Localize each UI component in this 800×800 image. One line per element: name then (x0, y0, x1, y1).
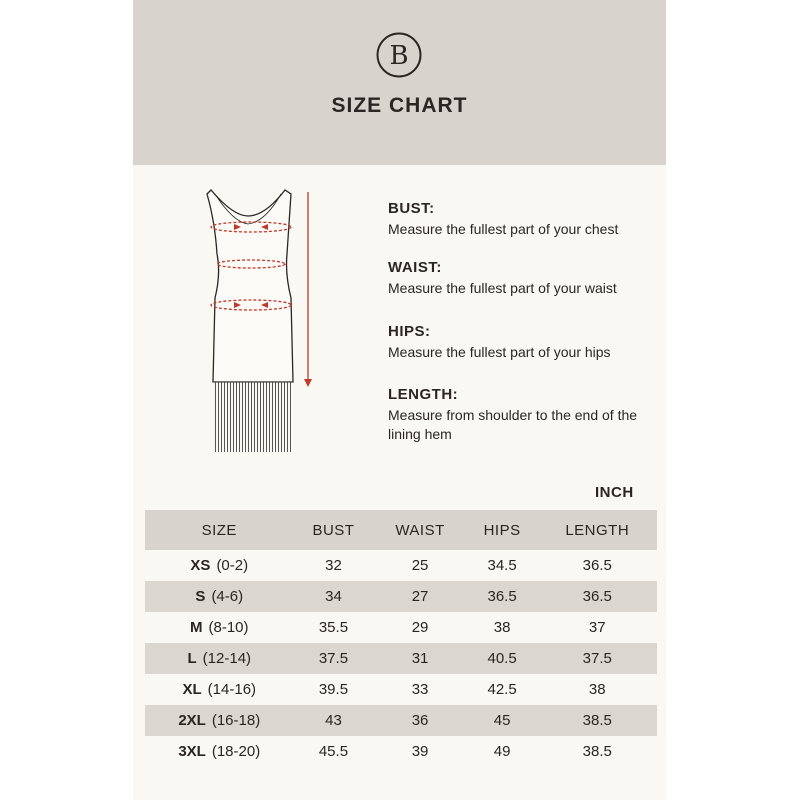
length-cell: 37 (588, 619, 606, 636)
col-header-waist: WAIST (373, 510, 466, 550)
bust-cell: 32 (325, 557, 342, 574)
col-header-hips: HIPS (467, 510, 538, 550)
size-code: 3XL (178, 743, 206, 760)
size-table (145, 510, 657, 767)
guide-bust-title: BUST: (388, 200, 435, 217)
size-range: (0-2) (216, 557, 249, 574)
table-row (145, 550, 657, 581)
dress-measurement-illustration (193, 182, 343, 462)
size-code: L (187, 650, 197, 667)
table-row (145, 581, 657, 612)
bust-cell: 45.5 (318, 743, 349, 760)
size-code: M (190, 619, 203, 636)
size-code: 2XL (178, 712, 206, 729)
waist-cell: 27 (373, 581, 466, 612)
size-code: S (195, 588, 206, 605)
fringe-hem (213, 382, 293, 452)
length-cell: 38.5 (538, 705, 658, 736)
size-cell (145, 550, 294, 581)
guide-waist (388, 259, 653, 298)
table-row (145, 612, 657, 643)
bust-cell: 35.5 (318, 619, 349, 636)
size-chart-card (133, 0, 666, 800)
size-range: (12-14) (202, 650, 252, 667)
brand-logo (376, 32, 422, 78)
waist-cell: 39 (411, 743, 429, 760)
guide-waist-title: WAIST: (388, 259, 442, 276)
hips-cell: 45 (467, 705, 538, 736)
bust-cell: 43 (294, 705, 374, 736)
size-cell (145, 612, 294, 643)
guide-hips-text: Measure the fullest part of your hips (388, 344, 611, 360)
guide-length-text: Measure from shoulder to the end of the lining hem (388, 407, 638, 442)
guide-waist-text: Measure the fullest part of your waist (388, 280, 617, 296)
size-cell (145, 736, 294, 767)
col-header-bust: BUST (294, 510, 374, 550)
size-range: (8-10) (208, 619, 249, 636)
size-range: (4-6) (211, 588, 244, 605)
size-code: XL (182, 681, 202, 698)
bust-cell: 37.5 (294, 643, 374, 674)
length-cell: 36.5 (538, 581, 658, 612)
waist-cell: 33 (411, 681, 429, 698)
hips-cell: 34.5 (487, 557, 517, 574)
logo-letter: B (389, 41, 409, 71)
size-cell (145, 643, 294, 674)
guide-bust-text: Measure the fullest part of your chest (388, 221, 619, 237)
table-row (145, 643, 657, 674)
bust-cell: 34 (294, 581, 374, 612)
size-cell (145, 581, 294, 612)
size-range: (18-20) (211, 743, 261, 760)
hips-cell: 42.5 (487, 681, 517, 698)
waist-cell: 25 (411, 557, 429, 574)
page-title: SIZE CHART (331, 94, 468, 117)
header-band (133, 0, 666, 165)
col-header-size: SIZE (145, 510, 294, 550)
guide-hips (388, 323, 653, 362)
table-header-row (145, 510, 657, 550)
col-header-length: LENGTH (538, 510, 658, 550)
size-range: (14-16) (207, 681, 257, 698)
length-cell: 38.5 (582, 743, 612, 760)
guide-bust (388, 200, 653, 239)
waist-cell: 29 (411, 619, 429, 636)
hips-cell: 36.5 (467, 581, 538, 612)
hips-cell: 40.5 (467, 643, 538, 674)
length-cell: 38 (588, 681, 606, 698)
table-row (145, 674, 657, 705)
waist-cell: 36 (373, 705, 466, 736)
hips-cell: 38 (493, 619, 511, 636)
unit-label: INCH (595, 484, 634, 501)
hips-cell: 49 (493, 743, 511, 760)
guide-length-title: LENGTH: (388, 386, 459, 403)
size-cell (145, 705, 294, 736)
size-range: (16-18) (211, 712, 261, 729)
guide-length (388, 386, 653, 444)
table-row (145, 736, 657, 767)
size-code: XS (190, 557, 211, 574)
waist-cell: 31 (373, 643, 466, 674)
size-cell (145, 674, 294, 705)
guide-hips-title: HIPS: (388, 323, 431, 340)
length-cell: 37.5 (538, 643, 658, 674)
table-row (145, 705, 657, 736)
bust-cell: 39.5 (318, 681, 349, 698)
length-cell: 36.5 (582, 557, 612, 574)
